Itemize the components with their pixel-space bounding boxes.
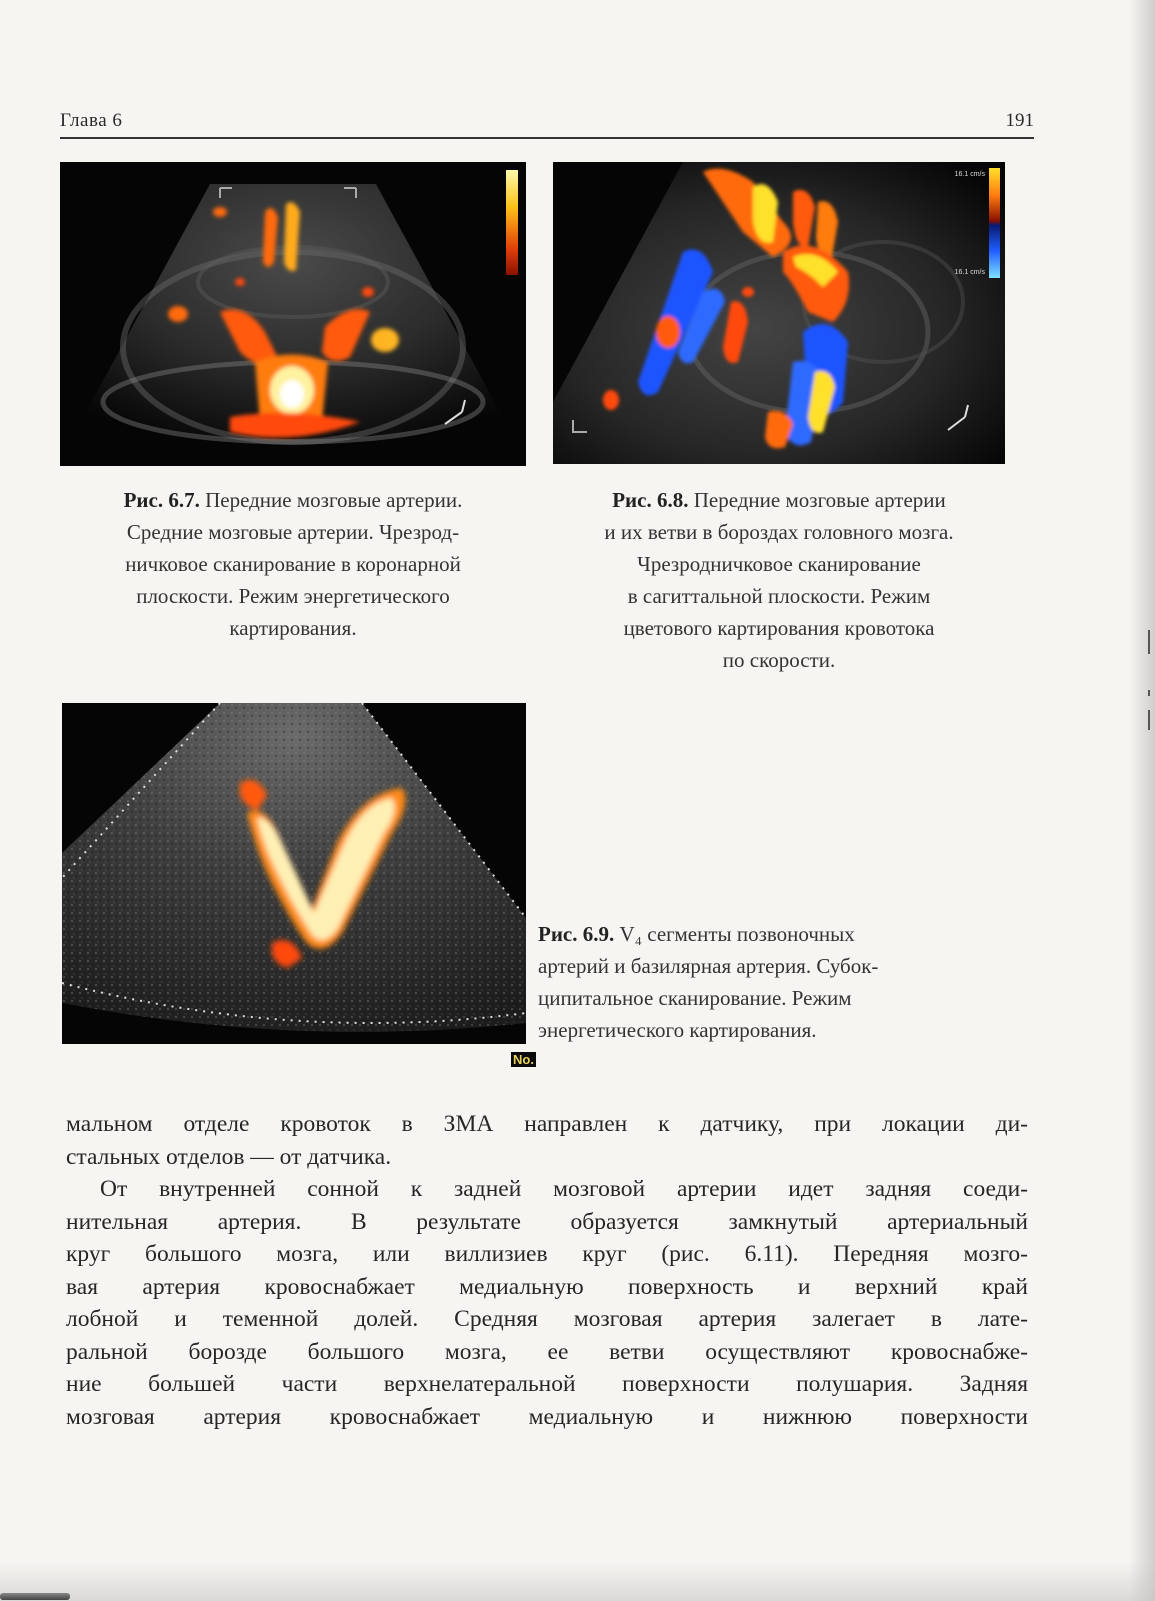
text-line: От внутренней сонной к задней мозговой артерии идет задняя соеди- [100,1176,1028,1202]
figure-6-7-image [60,162,526,466]
page-bottom-shadow [0,1561,1155,1601]
figure-label: Рис. 6.9. [538,922,615,946]
text-line: ральной борозде большого мозга, ее ветви осуществляют кровоснабже- [66,1338,1028,1365]
caption-line: Передние мозговые артерии. [205,488,463,512]
paragraph [66,1108,1028,1173]
text-line: нительная артерия. В результате образуется замкнутый артериальный [66,1208,1028,1235]
body-text [66,1108,1028,1433]
figure-6-7-caption [60,484,526,644]
running-head [60,110,1034,139]
page-number: 191 [1005,110,1034,131]
text-line: мозговая артерия кровоснабжает медиальную и нижнюю поверхности [66,1403,1028,1430]
edge-mark [1148,710,1150,730]
velocity-scale-top-label: 16.1 cm/s [954,171,985,178]
caption-line: Средние мозговые артерии. Чрезрод- [126,520,460,544]
paragraph [66,1173,1028,1433]
caption-line: плоскости. Режим энергетического [136,584,450,608]
caption-line: цветового картирования кровотока [623,616,935,640]
figure-6-9-caption [538,918,1018,1046]
figure-label: Рис. 6.7. [123,488,200,512]
caption-line: V₄ сегменты позвоночных [619,922,855,946]
caption-line: и их ветви в бороздах головного мозга. [604,520,954,544]
caption-line: в сагиттальной плоскости. Режим [627,584,931,608]
text-line: мальном отделе кровоток в ЗМА направлен к датчику, при локации ди- [66,1111,1028,1137]
caption-line: артерий и базилярная артерия. Субок- [538,954,879,978]
figure-6-8-image [553,162,1005,464]
edge-mark [1148,690,1150,696]
page-edge-shadow [1129,0,1155,1601]
caption-line: ничковое сканирование в коронарной [125,552,461,576]
chapter-title: Глава 6 [60,110,123,131]
figure-label: Рис. 6.8. [612,488,689,512]
caption-line: Чрезродничковое сканирование [637,552,921,576]
caption-line: картирования. [229,616,357,640]
corner-mark [0,1593,70,1600]
text-line: лобной и теменной долей. Средняя мозговая артерия залегает в лате- [66,1306,1028,1332]
velocity-scale-bottom-label: 16.1 cm/s [954,269,985,276]
caption-line: ципитальное сканирование. Режим [538,986,852,1010]
caption-line: по скорости. [722,648,836,672]
text-line: круг большого мозга, или виллизиев круг (рис. 6.11). Передняя мозго- [66,1241,1028,1267]
edge-mark [1148,630,1150,654]
text-line: вая артерия кровоснабжает медиальную поверхность и верхний край [66,1273,1028,1300]
caption-line: Передние мозговые артерии [693,488,946,512]
figure-6-8-caption [548,484,1010,676]
figure-6-9-image [62,703,526,1044]
text-line: ние большей части верхнелатеральной поверхности полушария. Задняя [66,1371,1028,1397]
scanner-overlay-label: No. [513,1052,534,1067]
caption-line: энергетического картирования. [538,1018,817,1042]
text-line: стальных отделов — от датчика. [66,1143,392,1170]
